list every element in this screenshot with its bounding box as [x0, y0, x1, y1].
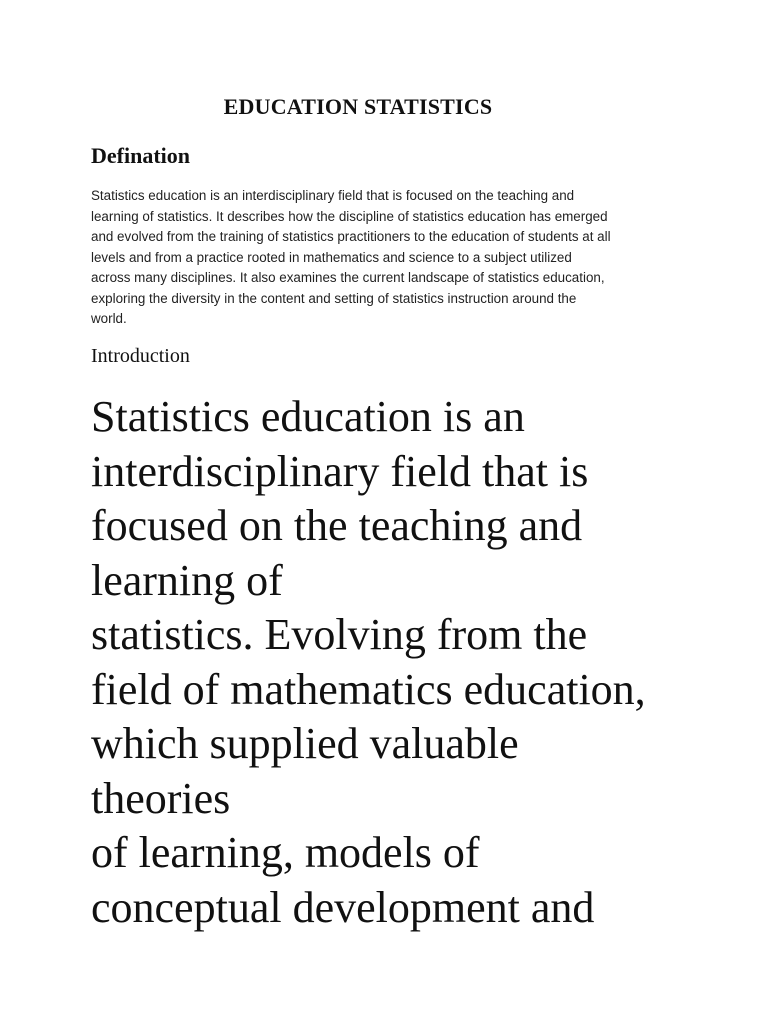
introduction-line: focused on the teaching and [91, 501, 583, 550]
introduction-line: statistics. Evolving from the [91, 610, 588, 659]
introduction-line: theories [91, 773, 231, 823]
definition-line: across many disciplines. It also examines the current landscape of statistics education, [91, 270, 605, 285]
definition-line: exploring the diversity in the content and setting of statistics instruction around the [91, 290, 577, 306]
introduction-line: learning of [91, 555, 283, 605]
introduction-line: Statistics education is an [91, 392, 525, 441]
introduction-line: conceptual development and [91, 882, 595, 932]
introduction-heading: Introduction [91, 345, 190, 367]
definition-line: world. [91, 311, 127, 326]
introduction-line: interdisciplinary field that is [91, 446, 589, 496]
definition-line: and evolved from the training of statistics practitioners to the education of students at all [91, 229, 611, 244]
introduction-line: of learning, models of [91, 828, 480, 877]
introduction-line: which supplied valuable [91, 719, 519, 768]
introduction-paragraph [91, 390, 731, 935]
introduction-line: field of mathematics education, [91, 664, 646, 714]
definition-line: learning of statistics. It describes how the discipline of statistics education has emerged [91, 208, 608, 224]
page-title: EDUCATION STATISTICS [223, 94, 493, 119]
definition-line: levels and from a practice rooted in mathematics and science to a subject utilized [91, 249, 572, 265]
definition-paragraph [91, 186, 691, 330]
definition-line: Statistics education is an interdisciplinary field that is focused on the teaching and [91, 188, 575, 203]
definition-heading: Defination [91, 143, 190, 168]
